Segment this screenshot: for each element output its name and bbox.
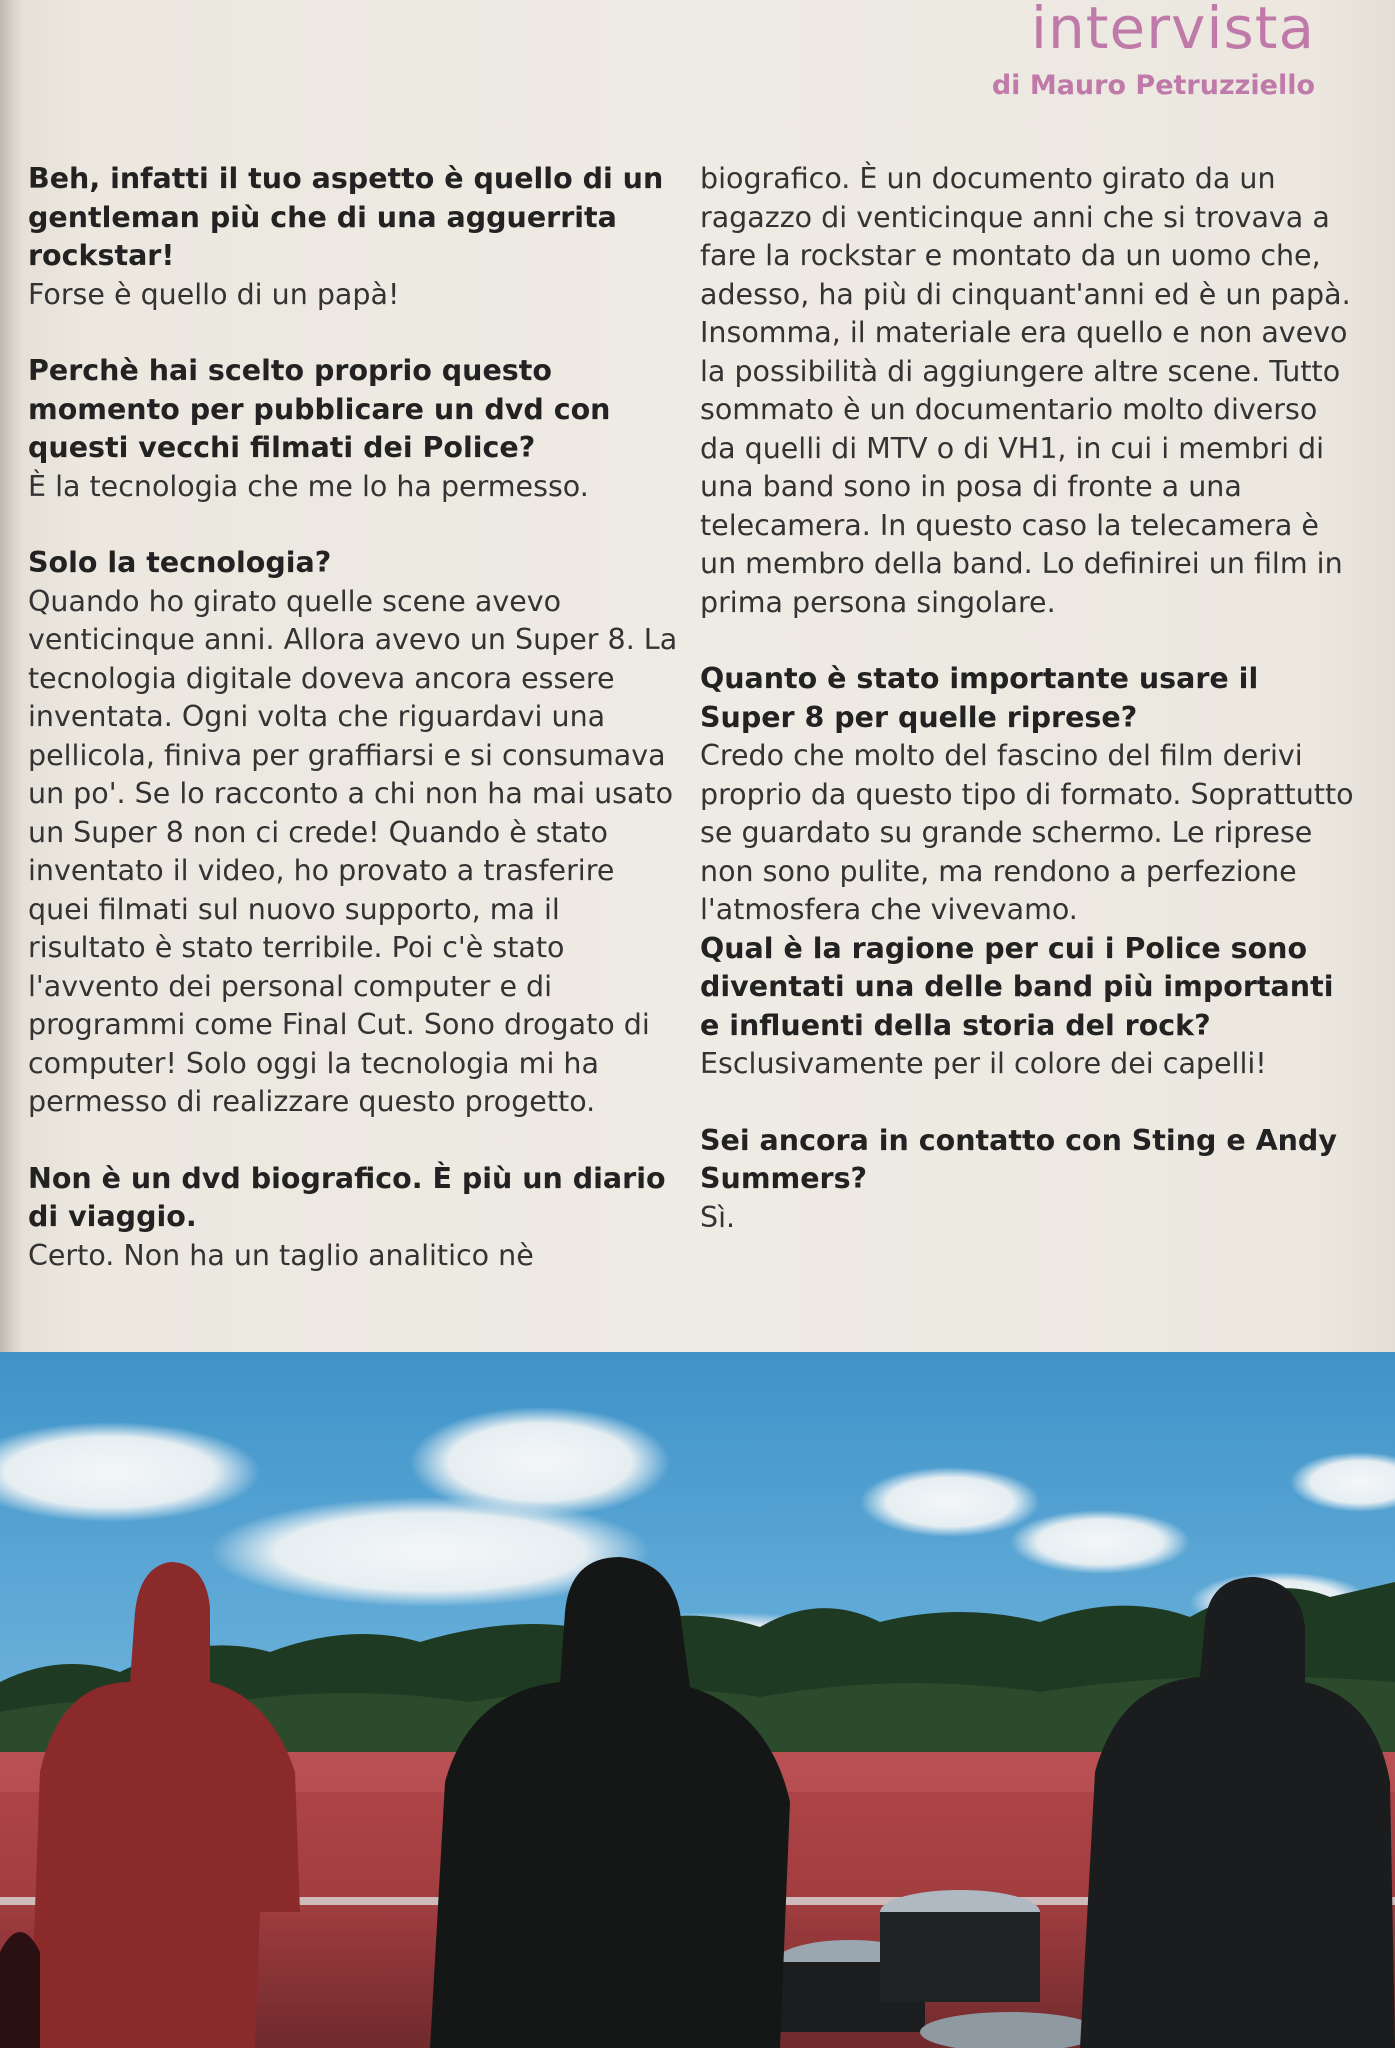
interview-question: Solo la tecnologia? <box>28 546 332 579</box>
interview-answer: Certo. Non ha un taglio analitico nè <box>28 1238 534 1272</box>
interview-question: Sei ancora in contatto con Sting e Andy Summers? <box>700 1123 1337 1195</box>
section-title: intervista <box>1030 0 1315 62</box>
interview-question: Non è un dvd biografico. È più un diario di viaggio. <box>28 1161 666 1233</box>
interview-answer: È la tecnologia che me lo ha permesso. <box>28 469 589 503</box>
interview-answer: Credo che molto del fascino del film derivi proprio da questo tipo di formato. Soprattutto se guardato su grande schermo. Le riprese non sono pulite, ma rendono a perfezione l'atmosfera che vivevamo. <box>700 739 1354 926</box>
interview-answer: Quando ho girato quelle scene avevo venticinque anni. Allora avevo un Super 8. La tecnologia digitale doveva ancora essere inventata. Ogni volta che riguardavi una pellicola, finiva per graffiarsi e si consumava un po'. Se lo racconto a chi non ha mai usato un Super 8 non ci crede! Quando è stato inventato il video, ho provato a trasferire quei filmati sul nuovo supporto, ma il risultato è stato terribile. Poi c'è stato l'avvento dei personal computer e di programmi come Final Cut. Sono drogato di computer! Solo oggi la tecnologia mi ha permesso di realizzare questo progetto. <box>28 584 678 1118</box>
qa-block <box>700 660 1355 930</box>
interview-question: Quanto è stato importante usare il Super 8 per quelle riprese? <box>700 662 1259 734</box>
interview-answer: Esclusivamente per il colore dei capelli! <box>700 1047 1267 1080</box>
qa-block <box>28 352 683 506</box>
interview-question: Qual è la ragione per cui i Police sono diventati una delle band più importanti e influenti della storia del rock? <box>700 931 1334 1042</box>
qa-block <box>28 544 683 1122</box>
qa-block <box>28 160 683 314</box>
right-column <box>700 160 1355 1237</box>
page-gutter <box>0 0 22 1352</box>
qa-block <box>700 930 1355 1084</box>
author-byline: di Mauro Petruzziello <box>991 70 1315 101</box>
left-column <box>28 160 683 1275</box>
concert-photo <box>0 1352 1395 2048</box>
interview-question: Beh, infatti il tuo aspetto è quello di un gentleman più che di una agguerrita rockstar! <box>28 162 664 272</box>
qa-block <box>700 160 1355 622</box>
qa-block <box>28 1160 683 1276</box>
interview-answer: Forse è quello di un papà! <box>28 277 400 311</box>
qa-block <box>700 1122 1355 1238</box>
interview-question: Perchè hai scelto proprio questo momento per pubblicare un dvd con questi vecchi filmati dei Police? <box>28 354 611 464</box>
interview-answer: Sì. <box>700 1200 736 1234</box>
interview-answer: biografico. È un documento girato da un ragazzo di venticinque anni che si trovava a fare la rockstar e montato da un uomo che, adesso, ha più di cinquant'anni ed è un papà. Insomma, il materiale era quello e non avevo la possibilità di aggiungere altre scene. Tutto sommato è un documentario molto diverso da quelli di MTV o di VH1, in cui i membri di una band sono in posa di fronte a una telecamera. In questo caso la telecamera è un membro della band. Lo definirei un film in prima persona singolare. <box>700 162 1351 619</box>
